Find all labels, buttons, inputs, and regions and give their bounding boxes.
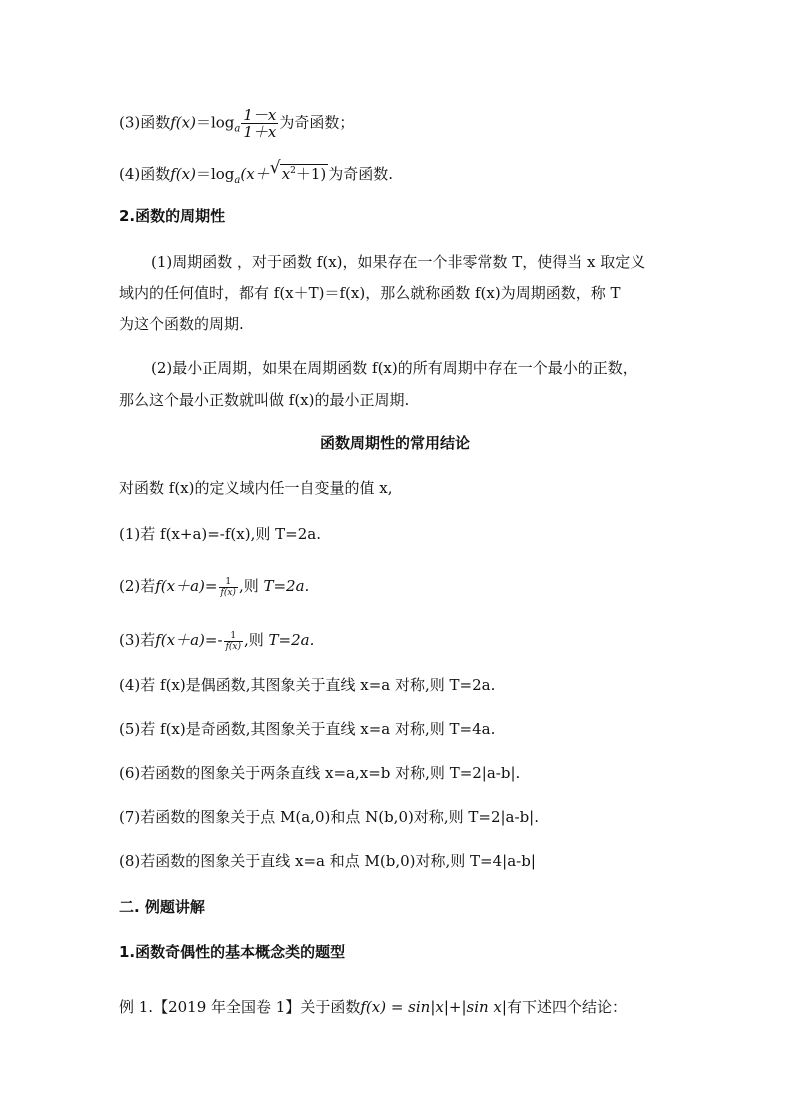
text: (4)函数	[119, 165, 171, 183]
sqrt-symbol: √ $x^2+1$)	[269, 158, 327, 183]
section-heading: 二. 例题讲解	[119, 898, 205, 916]
property-4	[119, 158, 394, 191]
formula-t: T=2a.	[263, 577, 310, 595]
conclusion-6: (6)若函数的图象关于两条直线 x=a,x=b 对称,则 T=2|a-b|.	[119, 764, 521, 782]
fraction-numerator: 1－x	[243, 106, 277, 124]
text: 例 1.【2019 年全国卷 1】关于函数	[119, 998, 361, 1016]
fraction-denominator: f(x)	[220, 587, 236, 598]
paragraph-line: 为这个函数的周期.	[119, 315, 244, 333]
text: 有下述四个结论：	[506, 998, 627, 1016]
conclusion-5: (5)若 f(x)是奇函数,其图象关于直线 x=a 对称,则 T=4a.	[119, 720, 496, 738]
section-heading: 1.函数奇偶性的基本概念类的题型	[119, 943, 346, 961]
formula-eq: ＝log	[195, 165, 235, 183]
formula-lhs: f(x＋a)	[155, 577, 205, 595]
text: 为奇函数.	[328, 165, 394, 183]
property-3	[119, 107, 354, 140]
paragraph-line: 对函数 f(x)的定义域内任一自变量的值 x,	[119, 479, 393, 497]
fraction-numerator: 1	[219, 577, 238, 588]
formula-fx: f(x)	[170, 165, 196, 183]
text: ,则	[244, 631, 269, 649]
subsection-heading: 函数周期性的常用结论	[319, 434, 470, 452]
fraction	[224, 631, 243, 652]
text: (3)函数	[119, 113, 171, 132]
text: 为奇函数；	[279, 113, 355, 132]
formula-part: (x＋	[240, 165, 270, 183]
section-heading: 2.函数的周期性	[119, 207, 226, 225]
paragraph-line: 域内的任何值时，都有 f(x＋T)＝f(x)，那么就称函数 f(x)为周期函数，称 T	[119, 284, 621, 302]
paragraph-line: (2)最小正周期，如果在周期函数 f(x)的所有周期中存在一个最小的正数，	[151, 359, 638, 377]
log-base: a	[234, 123, 241, 135]
text: ,则	[238, 577, 264, 595]
formula-t: T=2a.	[268, 631, 315, 649]
formula-eq: =-	[204, 631, 223, 649]
fraction	[241, 107, 278, 140]
formula-fx: f(x)	[170, 113, 196, 132]
text: (3)若	[119, 631, 156, 649]
conclusion-1: (1)若 f(x+a)=-f(x),则 T=2a.	[119, 525, 321, 543]
paragraph-line: (1)周期函数 ，对于函数 f(x)，如果存在一个非零常数 T，使得当 x 取定义	[151, 253, 646, 271]
text: (2)若	[119, 577, 156, 595]
fraction-denominator: 1＋x	[243, 123, 277, 141]
paragraph-line: 那么这个最小正数就叫做 f(x)的最小正周期.	[119, 391, 410, 409]
formula-lhs: f(x＋a)	[155, 631, 205, 649]
formula-eq: ＝log	[195, 113, 235, 132]
log-base: a	[234, 175, 241, 186]
conclusion-4: (4)若 f(x)是偶函数,其图象关于直线 x=a 对称,则 T=2a.	[119, 676, 496, 694]
formula-eq: =	[204, 577, 218, 595]
fraction	[219, 577, 238, 598]
formula: f(x) = sin|x|+|sin x|	[360, 998, 507, 1016]
example-1	[119, 997, 627, 1017]
exponent: 2	[290, 166, 296, 176]
radicand: x	[281, 165, 291, 183]
fraction-numerator: 1	[224, 631, 243, 642]
fraction-denominator: f(x)	[225, 641, 241, 652]
radicand-rest: ＋1)	[295, 165, 327, 183]
conclusion-7: (7)若函数的图象关于点 M(a,0)和点 N(b,0)对称,则 T=2|a-b|.	[119, 808, 539, 826]
conclusion-3	[119, 630, 314, 652]
conclusion-2	[119, 576, 309, 598]
conclusion-8: (8)若函数的图象关于直线 x=a 和点 M(b,0)对称,则 T=4|a-b|	[119, 852, 536, 870]
